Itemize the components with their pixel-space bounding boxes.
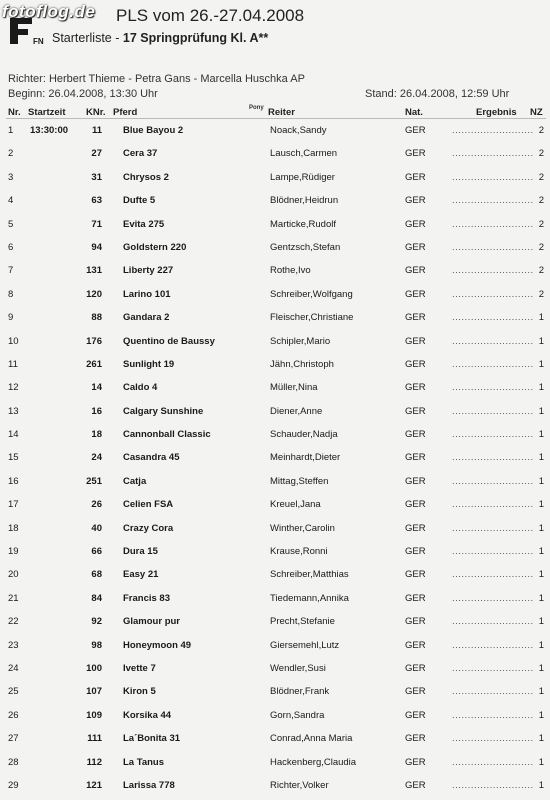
row-nat: GER <box>405 616 426 628</box>
row-nr: 14 <box>8 429 19 441</box>
row-nz: 1 <box>538 779 544 791</box>
row-horse: Dufte 5 <box>123 195 156 207</box>
table-row <box>0 119 550 142</box>
row-nr: 26 <box>8 709 19 721</box>
table-row <box>0 330 550 353</box>
row-nz: 1 <box>538 429 544 441</box>
row-rider: Lausch,Carmen <box>270 148 338 160</box>
row-knr: 107 <box>86 686 102 698</box>
row-rider: Jähn,Christoph <box>270 358 334 370</box>
row-nz: 1 <box>538 405 544 417</box>
row-rider: Kreuel,Jana <box>270 499 321 511</box>
row-horse: Francis 83 <box>123 592 170 604</box>
table-row <box>0 587 550 610</box>
row-result-blank: .......................... <box>452 288 534 300</box>
row-nr: 2 <box>8 148 14 160</box>
row-knr: 31 <box>91 171 102 183</box>
row-knr: 94 <box>91 241 102 253</box>
row-nr: 7 <box>8 265 14 277</box>
row-knr: 176 <box>86 335 102 347</box>
table-row <box>0 493 550 516</box>
row-rider: Lampe,Rüdiger <box>270 171 335 183</box>
begin-time: Beginn: 26.04.2008, 13:30 Uhr <box>8 88 158 100</box>
row-nat: GER <box>405 265 426 277</box>
row-nz: 1 <box>538 592 544 604</box>
row-knr: 131 <box>86 265 102 277</box>
row-result-blank: .......................... <box>452 265 534 277</box>
watermark: fotoflog.de <box>2 2 96 21</box>
row-nr: 24 <box>8 662 19 674</box>
list-label: Starterliste - <box>52 31 120 45</box>
row-nz: 1 <box>538 522 544 534</box>
row-horse: Dura 15 <box>123 546 158 558</box>
row-nr: 25 <box>8 686 19 698</box>
row-result-blank: .......................... <box>452 312 534 324</box>
table-row <box>0 189 550 212</box>
row-nr: 12 <box>8 382 19 394</box>
row-nz: 2 <box>538 218 544 230</box>
row-nat: GER <box>405 195 426 207</box>
row-result-blank: .......................... <box>452 756 534 768</box>
row-nz: 1 <box>538 546 544 558</box>
table-row <box>0 259 550 282</box>
row-result-blank: .......................... <box>452 662 534 674</box>
row-nr: 3 <box>8 171 14 183</box>
row-horse: Goldstern 220 <box>123 241 187 253</box>
col-header-nat: Nat. <box>405 107 423 118</box>
row-knr: 18 <box>91 429 102 441</box>
row-nr: 22 <box>8 616 19 628</box>
row-rider: Conrad,Anna Maria <box>270 733 353 745</box>
row-nr: 1 <box>8 125 14 136</box>
row-result-blank: .......................... <box>452 779 534 791</box>
row-nat: GER <box>405 546 426 558</box>
competition-name: 17 Springprüfung Kl. A** <box>122 31 269 45</box>
col-header-reiter: Reiter <box>268 107 295 118</box>
row-knr: 120 <box>86 288 102 300</box>
table-row <box>0 470 550 493</box>
row-nr: 15 <box>8 452 19 464</box>
row-rider: Tiedemann,Annika <box>270 592 349 604</box>
row-knr: 71 <box>91 218 102 230</box>
row-rider: Precht,Stefanie <box>270 616 335 628</box>
table-row <box>0 353 550 376</box>
row-horse: Larino 101 <box>123 288 171 300</box>
row-horse: La Tanus <box>123 756 164 768</box>
row-nz: 1 <box>538 662 544 674</box>
row-rider: Richter,Volker <box>270 779 329 791</box>
row-result-blank: .......................... <box>452 546 534 558</box>
row-nr: 17 <box>8 499 19 511</box>
col-header-nz: NZ <box>530 107 543 118</box>
table-row <box>0 283 550 306</box>
row-nr: 16 <box>8 475 19 487</box>
row-rider: Gentzsch,Stefan <box>270 241 341 253</box>
row-knr: 27 <box>91 148 102 160</box>
row-horse: Glamour pur <box>123 616 181 628</box>
row-horse: Gandara 2 <box>123 312 170 324</box>
row-startzeit: 13:30:00 <box>30 125 69 136</box>
row-rider: Schipler,Mario <box>270 335 331 347</box>
row-rider: Rothe,Ivo <box>270 265 311 277</box>
table-row <box>0 540 550 563</box>
row-horse: Korsika 44 <box>123 709 172 721</box>
row-horse: Quentino de Baussy <box>123 335 215 347</box>
table-row <box>0 306 550 329</box>
row-knr: 112 <box>86 756 102 768</box>
row-horse: Catja <box>123 475 147 487</box>
row-nat: GER <box>405 288 426 300</box>
row-nat: GER <box>405 405 426 417</box>
row-nr: 18 <box>8 522 19 534</box>
row-nr: 29 <box>8 779 19 791</box>
row-knr: 68 <box>91 569 102 581</box>
row-nat: GER <box>405 358 426 370</box>
row-result-blank: .......................... <box>452 195 534 207</box>
row-nat: GER <box>405 475 426 487</box>
row-nr: 8 <box>8 288 14 300</box>
row-rider: Diener,Anne <box>270 405 323 417</box>
row-nr: 13 <box>8 405 19 417</box>
row-nat: GER <box>405 639 426 651</box>
table-row <box>0 751 550 774</box>
row-result-blank: .......................... <box>452 241 534 253</box>
row-horse: La´Bonita 31 <box>123 733 181 745</box>
row-knr: 11 <box>91 125 102 136</box>
row-result-blank: .......................... <box>452 616 534 628</box>
row-knr: 100 <box>86 662 102 674</box>
table-row <box>0 727 550 750</box>
row-knr: 92 <box>91 616 102 628</box>
row-nr: 6 <box>8 241 14 253</box>
row-result-blank: .......................... <box>452 686 534 698</box>
judges-line: Richter: Herbert Thieme - Petra Gans - Marcella Huschka AP <box>8 73 305 85</box>
row-horse: Casandra 45 <box>123 452 180 464</box>
row-horse: Chrysos 2 <box>123 171 169 183</box>
row-nz: 1 <box>538 312 544 324</box>
table-row <box>0 376 550 399</box>
row-nat: GER <box>405 569 426 581</box>
table-row <box>0 634 550 657</box>
table-row <box>0 142 550 165</box>
col-header-nr: Nr. <box>8 107 21 118</box>
row-nr: 21 <box>8 592 19 604</box>
row-result-blank: .......................... <box>452 405 534 417</box>
row-nr: 10 <box>8 335 19 347</box>
col-header-pony: Pony <box>249 105 264 111</box>
row-nz: 2 <box>538 195 544 207</box>
row-rider: Marticke,Rudolf <box>270 218 336 230</box>
row-result-blank: .......................... <box>452 639 534 651</box>
row-nat: GER <box>405 125 426 136</box>
row-horse: Crazy Cora <box>123 522 174 534</box>
row-knr: 66 <box>91 546 102 558</box>
row-nr: 27 <box>8 733 19 745</box>
row-horse: Evita 275 <box>123 218 165 230</box>
row-horse: Honeymoon 49 <box>123 639 192 651</box>
competition-subtitle <box>52 31 268 45</box>
row-result-blank: .......................... <box>452 522 534 534</box>
table-row <box>0 680 550 703</box>
row-nr: 23 <box>8 639 19 651</box>
row-nat: GER <box>405 662 426 674</box>
table-row <box>0 236 550 259</box>
row-rider: Meinhardt,Dieter <box>270 452 341 464</box>
row-nat: GER <box>405 241 426 253</box>
row-rider: Giersemehl,Lutz <box>270 639 340 651</box>
row-nz: 1 <box>538 358 544 370</box>
row-nat: GER <box>405 218 426 230</box>
row-nz: 1 <box>538 452 544 464</box>
row-rider: Wendler,Susi <box>270 662 326 674</box>
row-knr: 16 <box>91 405 102 417</box>
row-knr: 24 <box>91 452 102 464</box>
row-result-blank: .......................... <box>452 569 534 581</box>
row-nat: GER <box>405 429 426 441</box>
row-nz: 1 <box>538 686 544 698</box>
row-knr: 121 <box>86 779 102 791</box>
row-horse: Kiron 5 <box>123 686 156 698</box>
table-row <box>0 704 550 727</box>
row-knr: 14 <box>91 382 102 394</box>
row-rider: Gorn,Sandra <box>270 709 325 721</box>
row-nat: GER <box>405 382 426 394</box>
row-nz: 1 <box>538 616 544 628</box>
table-row <box>0 563 550 586</box>
row-nr: 5 <box>8 218 14 230</box>
table-row <box>0 400 550 423</box>
row-nz: 1 <box>538 499 544 511</box>
row-rider: Schauder,Nadja <box>270 429 338 441</box>
row-rider: Fleischer,Christiane <box>270 312 354 324</box>
table-row <box>0 166 550 189</box>
row-nr: 4 <box>8 195 14 207</box>
row-rider: Schreiber,Matthias <box>270 569 349 581</box>
row-knr: 109 <box>86 709 102 721</box>
row-result-blank: .......................... <box>452 475 534 487</box>
row-result-blank: .......................... <box>452 452 534 464</box>
table-row <box>0 517 550 540</box>
row-nat: GER <box>405 686 426 698</box>
row-knr: 98 <box>91 639 102 651</box>
row-result-blank: .......................... <box>452 709 534 721</box>
row-nr: 19 <box>8 546 19 558</box>
row-nr: 11 <box>8 358 18 370</box>
row-knr: 63 <box>91 195 102 207</box>
row-nat: GER <box>405 756 426 768</box>
row-rider: Winther,Carolin <box>270 522 335 534</box>
row-nat: GER <box>405 335 426 347</box>
col-header-ergebnis: Ergebnis <box>476 107 517 118</box>
table-row <box>0 423 550 446</box>
row-result-blank: .......................... <box>452 382 534 394</box>
row-nz: 1 <box>538 335 544 347</box>
row-nz: 1 <box>538 639 544 651</box>
row-horse: Liberty 227 <box>123 265 174 277</box>
row-horse: Cera 37 <box>123 148 158 160</box>
row-horse: Ivette 7 <box>123 662 156 674</box>
table-row <box>0 657 550 680</box>
row-result-blank: .......................... <box>452 429 534 441</box>
row-result-blank: .......................... <box>452 218 534 230</box>
row-nat: GER <box>405 148 426 160</box>
row-nat: GER <box>405 709 426 721</box>
row-horse: Sunlight 19 <box>123 358 175 370</box>
row-rider: Schreiber,Wolfgang <box>270 288 353 300</box>
row-nat: GER <box>405 171 426 183</box>
row-rider: Hackenberg,Claudia <box>270 756 357 768</box>
row-nz: 2 <box>538 288 544 300</box>
row-knr: 88 <box>91 312 102 324</box>
row-nz: 2 <box>538 148 544 160</box>
row-rider: Blödner,Frank <box>270 686 330 698</box>
row-knr: 111 <box>87 733 102 745</box>
row-knr: 26 <box>91 499 102 511</box>
row-nz: 1 <box>538 569 544 581</box>
row-rider: Mittag,Steffen <box>270 475 329 487</box>
row-rider: Müller,Nina <box>270 382 318 394</box>
row-nat: GER <box>405 499 426 511</box>
table-row <box>0 610 550 633</box>
row-result-blank: .......................... <box>452 358 534 370</box>
row-result-blank: .......................... <box>452 499 534 511</box>
row-nz: 1 <box>538 733 544 745</box>
table-row <box>0 774 550 797</box>
row-nr: 20 <box>8 569 19 581</box>
row-horse: Caldo 4 <box>123 382 158 394</box>
row-horse: Easy 21 <box>123 569 159 581</box>
row-nat: GER <box>405 312 426 324</box>
row-nz: 1 <box>538 475 544 487</box>
table-row <box>0 446 550 469</box>
stand-time: Stand: 26.04.2008, 12:59 Uhr <box>365 88 510 100</box>
row-horse: Blue Bayou 2 <box>123 125 184 136</box>
col-header-pferd: Pferd <box>113 107 138 118</box>
row-rider: Blödner,Heidrun <box>270 195 339 207</box>
row-nz: 1 <box>538 382 544 394</box>
row-rider: Krause,Ronni <box>270 546 328 558</box>
row-nat: GER <box>405 522 426 534</box>
start-list-table <box>0 119 550 797</box>
row-nat: GER <box>405 733 426 745</box>
row-nr: 28 <box>8 756 19 768</box>
row-nz: 2 <box>538 265 544 277</box>
row-result-blank: .......................... <box>452 125 534 136</box>
row-nz: 2 <box>538 125 544 136</box>
row-nat: GER <box>405 592 426 604</box>
col-header-startzeit: Startzeit <box>28 107 66 118</box>
row-horse: Celien FSA <box>123 499 174 511</box>
page-title: PLS vom 26.-27.04.2008 <box>116 6 305 25</box>
svg-text:FN: FN <box>33 37 44 46</box>
row-horse: Calgary Sunshine <box>123 405 204 417</box>
row-nat: GER <box>405 452 426 464</box>
row-rider: Noack,Sandy <box>270 125 327 136</box>
row-knr: 40 <box>91 522 102 534</box>
row-nat: GER <box>405 779 426 791</box>
row-result-blank: .......................... <box>452 148 534 160</box>
row-nz: 1 <box>538 709 544 721</box>
table-row <box>0 213 550 236</box>
row-nr: 9 <box>8 312 14 324</box>
row-nz: 1 <box>538 756 544 768</box>
row-knr: 84 <box>91 592 102 604</box>
row-nz: 2 <box>538 241 544 253</box>
row-result-blank: .......................... <box>452 335 534 347</box>
col-header-knr: KNr. <box>86 107 106 118</box>
row-nz: 2 <box>538 171 544 183</box>
row-horse: Larissa 778 <box>123 779 175 791</box>
row-knr: 251 <box>86 475 102 487</box>
row-result-blank: .......................... <box>452 733 534 745</box>
row-knr: 261 <box>86 358 102 370</box>
row-result-blank: .......................... <box>452 592 534 604</box>
row-horse: Cannonball Classic <box>123 429 211 441</box>
row-result-blank: .......................... <box>452 171 534 183</box>
